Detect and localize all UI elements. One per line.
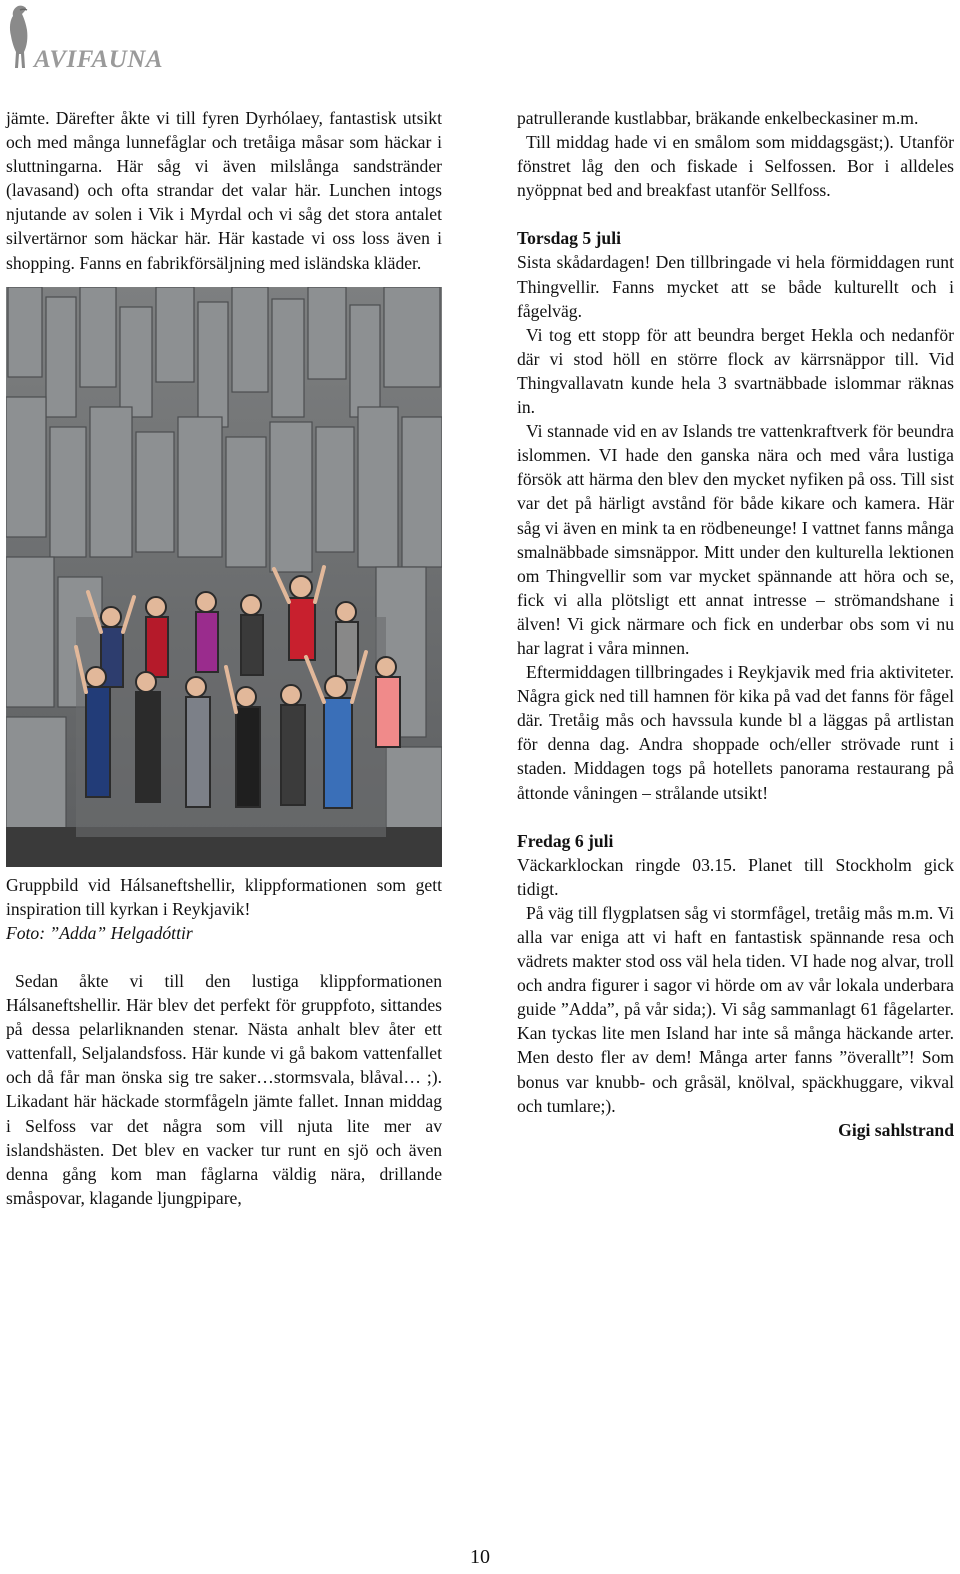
- left-column: [6, 106, 442, 1210]
- paragraph: patrullerande kustlabbar, bräkande enkelbeckasiner m.m.: [517, 108, 919, 128]
- paragraph: Vi stannade vid en av Islands tre vattenkraftverk för beundra islommen. VI hade den ganska nära och med våra lustiga försök att härma den blev den mycket nyfiken på oss. Till sist var det på härligt avstånd för både kikare och kamera. Här såg vi även en mink ta en rödbeneunge! I vattnet fanns många smalnäbbade simsnäppor. Mitt under den kulturella lektionen om Thingvellir som var mycket spännande att höra och se, fick vi alla plötsligt ett annat intresse – strömandshane i älven! Vi gick närmare och fick en underbar obs som vi nu har lagrat i våra minnen.: [517, 421, 954, 658]
- paragraph: Vi tog ett stopp för att beundra berget Hekla och nedanför där vi stod höll en större flock av kärrsnäppor till. Vid Thingvallavatn kunde hela 3 svartnäbbade islommar räknas in.: [517, 324, 954, 418]
- paragraph: Till middag hade vi en smålom som middagsgäst;). Utanför fönstret låg den och fiskade i Selfossen. Bor i alldeles nyöppnat bed and breakfast utanför Sellfoss.: [517, 132, 954, 201]
- section-heading: Torsdag 5 juli: [517, 228, 621, 249]
- paragraph: Väckarklockan ringde 03.15. Planet till Stockholm gick tidigt.: [517, 854, 954, 899]
- page-number: 10: [470, 1546, 490, 1568]
- right-column: [517, 106, 954, 1142]
- photo-credit: Foto: ”Adda” Helgadóttir: [6, 922, 193, 943]
- group-photo: [6, 287, 442, 867]
- logo-text: AVIFAUNA: [34, 46, 164, 73]
- paragraph: Sista skådardagen! Den tillbringade vi hela förmiddagen runt Thingvellir. Fanns mycket att se både kulturellt och i fågelväg.: [517, 252, 954, 321]
- paragraph: Eftermiddagen tillbringades i Reykjavik med fria aktiviteter. Några gick ned till hamnen för kika på vad det fanns för fågel där. Tretåig mås och havssula kunde bl a läggas på artlistan för denna dag. Andra shoppade och/eller strövade runt i staden. Middagen togs på hotellets panorama restaurang på åttonde våningen – strålande utsikt!: [517, 662, 954, 803]
- author-signature: Gigi sahlstrand: [838, 1119, 954, 1140]
- paragraph: På väg till flygplatsen såg vi stormfågel, tretåig mås m.m. Vi alla var eniga att vi haft en fantastisk spännande resa och vädrets makter stod oss väl hela tiden. VI hade nog alvar, troll och andra figurer i sagor vi hörde om av vår lokala underbara guide ”Adda”, på vår sida;). Vi såg sammanlagt 61 fågelarter. Kan tyckas lite men Island har inte så många häckande arter. Men desto fler av dem! Många arter fanns ”överallt”! Som bonus var knubb- och gråsäl, knölval, späckhuggare, vikval och tumlare;).: [517, 902, 954, 1116]
- photo-caption: Gruppbild vid Hálsaneftshellir, klippformationen som gett inspiration till kyrkan i Reykjavik!: [6, 874, 442, 919]
- paragraph: Sedan åkte vi till den lustiga klippformationen Hálsaneftshellir. Här blev det perfekt för gruppfoto, sittandes på dessa pelarliknanden stenar. Nästa anhalt blev åter ett vattenfall, Seljalandsfoss. Här kunde vi gå bakom vattenfallet och då får man önska sig tre saker…stormsvala, blåval… ;). Likadant här häckade stormfågeln jämte fallet. Innan middag i Selfoss var det några som vill njuta lite mer av islandshästen. Det blev en vacker tur runt en sjö och även denna gång kom man fåglarna väldig nära, drillande småspovar, klagande ljungpipare,: [6, 970, 442, 1208]
- paragraph: jämte. Därefter åkte vi till fyren Dyrhólaey, fantastisk utsikt och med många lunnefåglar och tretåiga måsar som häckar i sluttningarna. Här såg vi även milslånga sandstränder (lavasand) och ofta strandar det valar här. Lunchen intogs njutande av solen i Vik i Myrdal och vi såg det stora antalet silvertärnor som häckar här. Här kastade vi oss loss även i shopping. Fanns en fabrikförsäljning med isländska kläder.: [6, 108, 442, 273]
- avifauna-logo: [4, 2, 184, 78]
- section-heading: Fredag 6 juli: [517, 830, 614, 851]
